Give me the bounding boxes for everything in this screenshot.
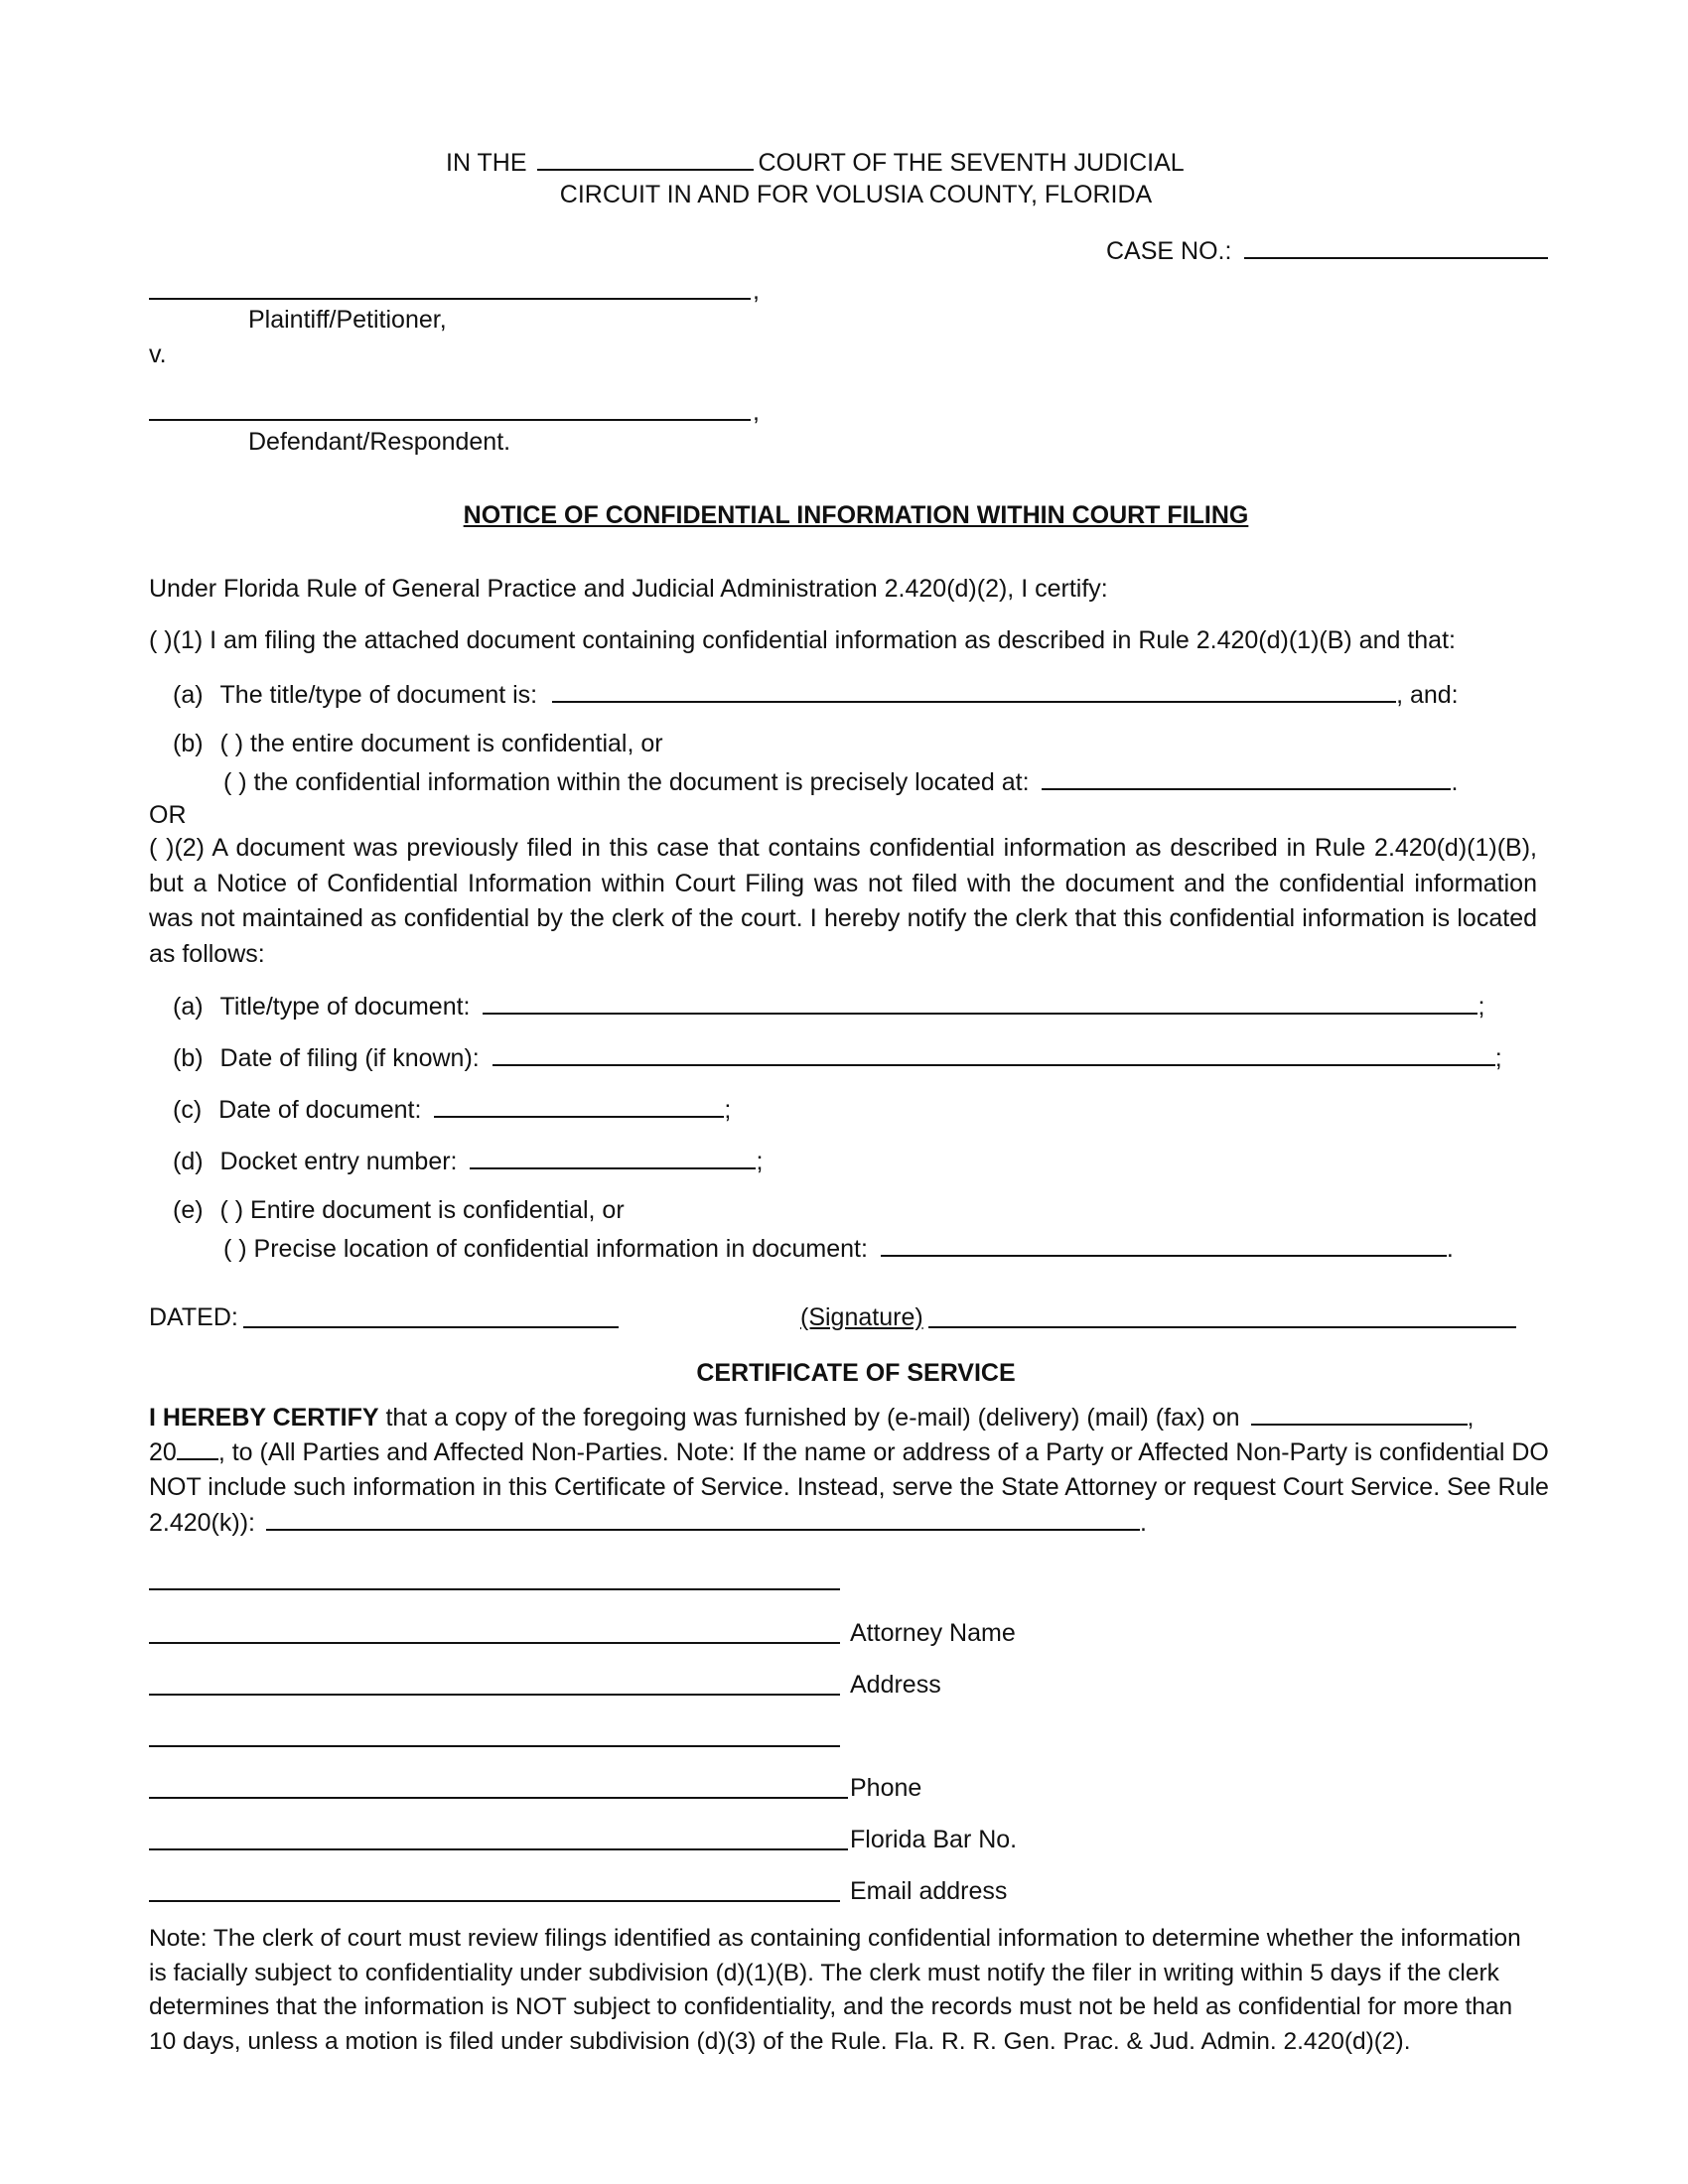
item-2b-label: (b) <box>173 1044 204 1072</box>
option-1-item-b <box>173 729 663 758</box>
attorney-signature-field[interactable] <box>149 1588 840 1590</box>
option-2-item-e <box>173 1195 625 1225</box>
bar-number-label: Florida Bar No. <box>850 1826 1018 1853</box>
phone-field[interactable] <box>149 1797 848 1799</box>
item-2e-label: (e) <box>173 1196 204 1224</box>
item-b-line-2-text: ( ) the confidential information within the document is precisely located at: <box>223 768 1030 796</box>
date-of-filing-field[interactable] <box>492 1040 1495 1066</box>
item-b-label: (b) <box>173 730 204 757</box>
phone-label: Phone <box>850 1774 922 1802</box>
option-2-item-e-line-2 <box>223 1231 1454 1264</box>
signature-label: (Signature) <box>800 1303 923 1331</box>
defendant-name-field[interactable] <box>149 419 751 421</box>
document-title-field[interactable] <box>552 677 1396 703</box>
in-the-text: IN THE <box>446 149 527 177</box>
court-name-field[interactable] <box>537 145 754 171</box>
service-date-field[interactable] <box>1251 1400 1468 1426</box>
service-year-field[interactable] <box>177 1434 218 1460</box>
option-1-item-a <box>173 677 1459 710</box>
title-type-field[interactable] <box>483 989 1477 1015</box>
item-2e-line-1: ( ) Entire document is confidential, or <box>219 1196 625 1224</box>
year-prefix: 20 <box>149 1438 177 1466</box>
option-2-item-c <box>173 1092 731 1125</box>
dated-label: DATED: <box>149 1303 238 1331</box>
item-2c-end: ; <box>724 1096 732 1124</box>
case-number-row <box>1106 233 1548 266</box>
address-line-2-field[interactable] <box>149 1745 840 1747</box>
item-2d-text: Docket entry number: <box>219 1148 458 1175</box>
certificate-heading: CERTIFICATE OF SERVICE <box>696 1359 1016 1387</box>
item-2a-label: (a) <box>173 993 204 1021</box>
option-2-item-a <box>173 989 1484 1022</box>
address-label: Address <box>850 1671 941 1699</box>
court-header-line-1 <box>446 145 1185 178</box>
item-2b-end: ; <box>1494 1044 1502 1072</box>
defendant-comma: , <box>753 398 760 426</box>
address-field[interactable] <box>149 1694 840 1696</box>
certify-bold-text: I HEREBY CERTIFY <box>149 1404 379 1432</box>
case-no-label: CASE NO.: <box>1106 237 1232 265</box>
clerk-note: Note: The clerk of court must review filings identified as containing confidential information to determine whether the information is facially subject to confidentiality under subdivision (d)(1)(B). The clerk must notify the filer in writing within 5 days if the clerk determines that the information is NOT subject to confidentiality, and the records must not be held as confidential for more than 10 days, unless a motion is filed under subdivision (d)(3) of the Rule. Fla. R. R. Gen. Prac. & Jud. Admin. 2.420(d)(2). <box>149 1925 1521 2055</box>
item-2d-label: (d) <box>173 1148 204 1175</box>
certificate-body <box>149 1434 1549 1541</box>
attorney-name-label: Attorney Name <box>850 1619 1016 1647</box>
intro-text: Under Florida Rule of General Practice and Judicial Administration 2.420(d)(2), I certify: <box>149 575 1108 603</box>
item-a-label: (a) <box>173 681 204 709</box>
item-2e-line-2-text: ( ) Precise location of confidential information in document: <box>223 1235 868 1263</box>
certify-comma: , <box>1467 1404 1475 1432</box>
plaintiff-label: Plaintiff/Petitioner, <box>248 306 447 334</box>
item-b-line-1: ( ) the entire document is confidential, or <box>219 730 663 757</box>
item-2b-text: Date of filing (if known): <box>219 1044 480 1072</box>
option-2-paragraph: ( )(2) A document was previously filed in this case that contains confidential information as described in Rule 2.420(d)(1)(B), but a Notice of Confidential Information within Court Filing was not filed with the document and the confidential information was not maintained as confidential by the clerk of the court. I hereby notify the clerk that this confidential information is located as follows: <box>149 834 1537 968</box>
item-2c-text: Date of document: <box>218 1096 422 1124</box>
item-b-period: . <box>1451 768 1459 796</box>
case-number-field[interactable] <box>1244 233 1548 259</box>
precise-location-2-field[interactable] <box>881 1231 1447 1257</box>
certify-period: . <box>1139 1509 1147 1537</box>
service-parties-field[interactable] <box>266 1505 1140 1531</box>
court-of-text: COURT OF THE SEVENTH JUDICIAL <box>758 149 1185 177</box>
bar-number-field[interactable] <box>149 1848 848 1850</box>
item-2e-period: . <box>1446 1235 1454 1263</box>
date-field[interactable] <box>243 1326 619 1328</box>
plaintiff-comma: , <box>753 277 760 305</box>
option-1-lead <box>149 625 1456 655</box>
certificate-line-1 <box>149 1400 1474 1433</box>
option-2-item-b <box>173 1040 1502 1073</box>
option-1-item-b-line-2 <box>223 764 1458 797</box>
item-a-text: The title/type of document is: <box>219 681 538 709</box>
option-2-item-d <box>173 1144 763 1176</box>
docket-entry-field[interactable] <box>470 1144 756 1169</box>
item-a-end: , and: <box>1396 681 1459 709</box>
date-of-document-field[interactable] <box>434 1092 724 1118</box>
precise-location-field[interactable] <box>1042 764 1451 790</box>
versus-label: v. <box>149 341 167 368</box>
item-2a-text: Title/type of document: <box>219 993 471 1021</box>
certificate-body-text: , to (All Parties and Affected Non-Parties. Note: If the name or address of a Party or Affected Non-Party is confidential DO NOT include such information in this Certificate of Service. Instead, serve the State Attorney or request Court Service. See Rule 2.420(k)): <box>149 1438 1549 1537</box>
item-2a-end: ; <box>1477 993 1485 1021</box>
email-field[interactable] <box>149 1900 840 1902</box>
or-label: OR <box>149 801 187 829</box>
plaintiff-name-field[interactable] <box>149 298 751 300</box>
court-header-line-2: CIRCUIT IN AND FOR VOLUSIA COUNTY, FLORIDA <box>559 181 1153 208</box>
option-1-text: ( )(1) I am filing the attached document containing confidential information as described in Rule 2.420(d)(1)(B) and that: <box>149 626 1456 654</box>
document-title: NOTICE OF CONFIDENTIAL INFORMATION WITHIN COURT FILING <box>463 501 1249 529</box>
email-label: Email address <box>850 1877 1008 1905</box>
item-2c-label: (c) <box>173 1096 203 1124</box>
signature-field[interactable] <box>928 1326 1516 1328</box>
certify-line-1-text: that a copy of the foregoing was furnished by (e-mail) (delivery) (mail) (fax) on <box>385 1404 1240 1432</box>
defendant-label: Defendant/Respondent. <box>248 428 511 456</box>
item-2d-end: ; <box>756 1148 764 1175</box>
attorney-name-field[interactable] <box>149 1642 840 1644</box>
